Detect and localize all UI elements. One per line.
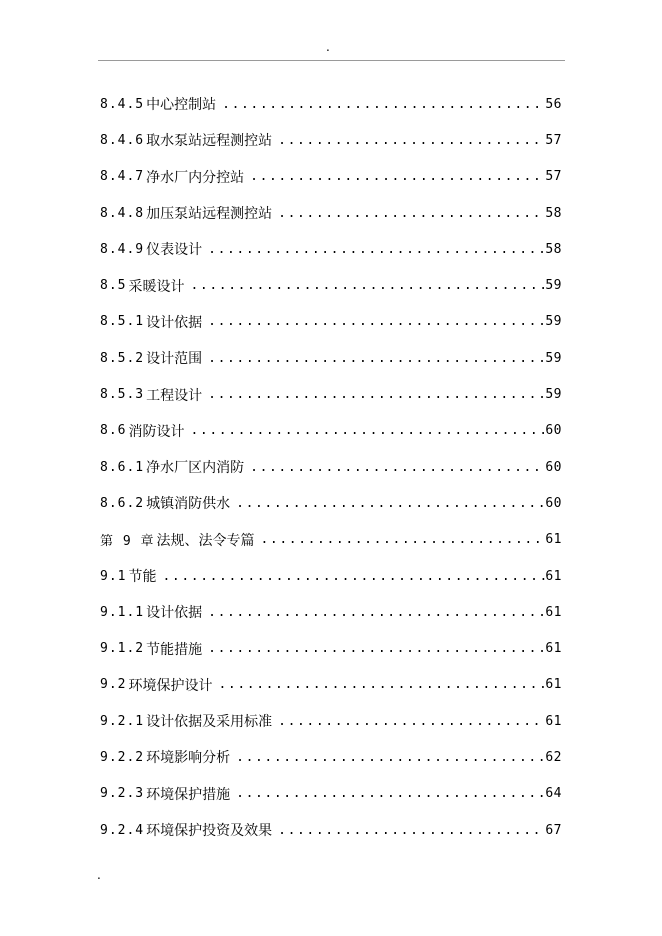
toc-page-number: 58	[545, 205, 562, 221]
toc-dot-leader	[202, 242, 545, 257]
toc-entry-8-4-7[interactable]	[100, 159, 562, 195]
toc-dot-leader	[272, 206, 545, 221]
toc-entry-8-6-1[interactable]	[100, 449, 562, 485]
toc-entry-title: 设计依据	[146, 605, 203, 622]
toc-entry-title: 采暖设计	[128, 278, 185, 295]
toc-page-number: 64	[545, 786, 562, 802]
toc-entry-number: 9.1	[100, 568, 127, 584]
toc-page-number: 62	[545, 749, 562, 765]
toc-entry-9-2[interactable]	[100, 667, 562, 703]
toc-entry-number: 8.4.6	[100, 132, 145, 148]
toc-entry-title: 工程设计	[146, 387, 203, 404]
footer-mark: .	[97, 868, 101, 882]
toc-page-number: 61	[545, 604, 562, 620]
toc-entry-9-1[interactable]	[100, 558, 562, 594]
toc-dot-leader	[202, 641, 545, 656]
toc-entry-number: 8.5	[100, 278, 127, 294]
toc-dot-leader	[230, 786, 545, 801]
toc-entry-title: 节能	[128, 569, 157, 585]
toc-page-number: 57	[545, 169, 562, 185]
toc-page-number: 60	[545, 423, 562, 439]
toc-entry-8-4-6[interactable]	[100, 122, 562, 158]
toc-entry-number: 第 9 章	[100, 534, 155, 550]
toc-entry-9-1-1[interactable]	[100, 594, 562, 630]
header-rule	[98, 60, 565, 61]
toc-entry-number: 9.2.4	[100, 822, 145, 838]
toc-entry-9-2-1[interactable]	[100, 703, 562, 739]
toc-entry-title: 环境影响分析	[146, 750, 231, 767]
toc-dot-leader	[216, 97, 545, 112]
toc-dot-leader	[272, 714, 545, 729]
toc-page-number: 61	[545, 677, 562, 693]
toc-page-number: 59	[545, 350, 562, 366]
toc-dot-leader	[202, 351, 545, 366]
toc-entry-title: 仪表设计	[146, 242, 203, 259]
toc-entry-title: 净水厂内分控站	[146, 169, 245, 186]
toc-dot-leader	[184, 423, 545, 438]
toc-entry-8-5-1[interactable]	[100, 304, 562, 340]
toc-entry-title: 节能措施	[146, 641, 203, 658]
toc-entry-number: 8.5.2	[100, 350, 145, 366]
toc-entry-number: 8.6.2	[100, 495, 145, 511]
toc-entry-title: 净水厂区内消防	[146, 460, 245, 477]
toc-entry-8-6[interactable]	[100, 413, 562, 449]
toc-entry-title: 城镇消防供水	[146, 496, 231, 513]
toc-entry-title: 法规、法令专篇	[156, 532, 255, 549]
toc-dot-leader	[184, 278, 545, 293]
toc-entry-number: 8.5.1	[100, 314, 145, 330]
toc-page-number: 60	[545, 459, 562, 475]
toc-entry-8-4-9[interactable]	[100, 231, 562, 267]
toc-entry-9-2-4[interactable]	[100, 812, 562, 848]
toc-entry-title: 环境保护投资及效果	[146, 823, 273, 840]
toc-entry-number: 9.2.3	[100, 786, 145, 802]
toc-entry-number: 9.2.1	[100, 713, 145, 729]
toc-entry-number: 8.4.7	[100, 169, 145, 185]
toc-entry-8-4-5[interactable]	[100, 86, 562, 122]
toc-entry-8-6-2[interactable]	[100, 485, 562, 521]
toc-entry-chapter-9[interactable]	[100, 522, 562, 558]
toc-entry-number: 9.1.2	[100, 641, 145, 657]
toc-entry-number: 8.4.8	[100, 205, 145, 221]
toc-page-number: 57	[545, 132, 562, 148]
toc-entry-number: 8.4.5	[100, 96, 145, 112]
toc-dot-leader	[272, 823, 545, 838]
toc-entry-number: 8.6.1	[100, 459, 145, 475]
toc-dot-leader	[244, 169, 545, 184]
toc-dot-leader	[230, 750, 545, 765]
header-mark: .	[326, 40, 330, 54]
toc-entry-title: 取水泵站远程测控站	[146, 133, 273, 150]
toc-page-number: 61	[545, 532, 562, 548]
toc-entry-title: 中心控制站	[146, 97, 217, 114]
toc-entry-number: 9.2.2	[100, 749, 145, 765]
toc-dot-leader	[212, 677, 545, 692]
toc-dot-leader	[272, 133, 545, 148]
toc-entry-8-5-2[interactable]	[100, 340, 562, 376]
toc-entry-9-2-3[interactable]	[100, 776, 562, 812]
toc-entry-title: 设计范围	[146, 351, 203, 368]
toc-entry-number: 8.4.9	[100, 241, 145, 257]
toc-page-number: 67	[545, 822, 562, 838]
toc-entry-number: 8.5.3	[100, 387, 145, 403]
toc-entry-title: 加压泵站远程测控站	[146, 206, 273, 223]
toc-entry-title: 环境保护设计	[128, 677, 213, 694]
toc-entry-number: 9.2	[100, 677, 127, 693]
toc-entry-number: 9.1.1	[100, 604, 145, 620]
toc-dot-leader	[230, 496, 545, 511]
toc-entry-8-5[interactable]	[100, 267, 562, 303]
toc-page-number: 58	[545, 241, 562, 257]
toc-entry-8-5-3[interactable]	[100, 376, 562, 412]
toc-entry-title: 环境保护措施	[146, 786, 231, 803]
toc-entry-title: 设计依据	[146, 314, 203, 331]
toc-entry-9-1-2[interactable]	[100, 630, 562, 666]
toc-page-number: 60	[545, 495, 562, 511]
toc-page-number: 61	[545, 568, 562, 584]
toc-entry-title: 消防设计	[128, 423, 185, 440]
toc-entry-title: 设计依据及采用标准	[146, 714, 273, 731]
toc-page-number: 59	[545, 314, 562, 330]
toc-dot-leader	[202, 605, 545, 620]
toc-dot-leader	[254, 532, 545, 547]
toc-page-number: 59	[545, 387, 562, 403]
toc-entry-8-4-8[interactable]	[100, 195, 562, 231]
toc-page-number: 61	[545, 641, 562, 657]
table-of-contents	[100, 86, 562, 848]
toc-entry-number: 8.6	[100, 423, 127, 439]
toc-page-number: 56	[545, 96, 562, 112]
toc-dot-leader	[156, 569, 545, 584]
toc-page-number: 59	[545, 278, 562, 294]
toc-dot-leader	[202, 314, 545, 329]
toc-entry-9-2-2[interactable]	[100, 739, 562, 775]
toc-dot-leader	[244, 460, 545, 475]
toc-page-number: 61	[545, 713, 562, 729]
toc-dot-leader	[202, 387, 545, 402]
